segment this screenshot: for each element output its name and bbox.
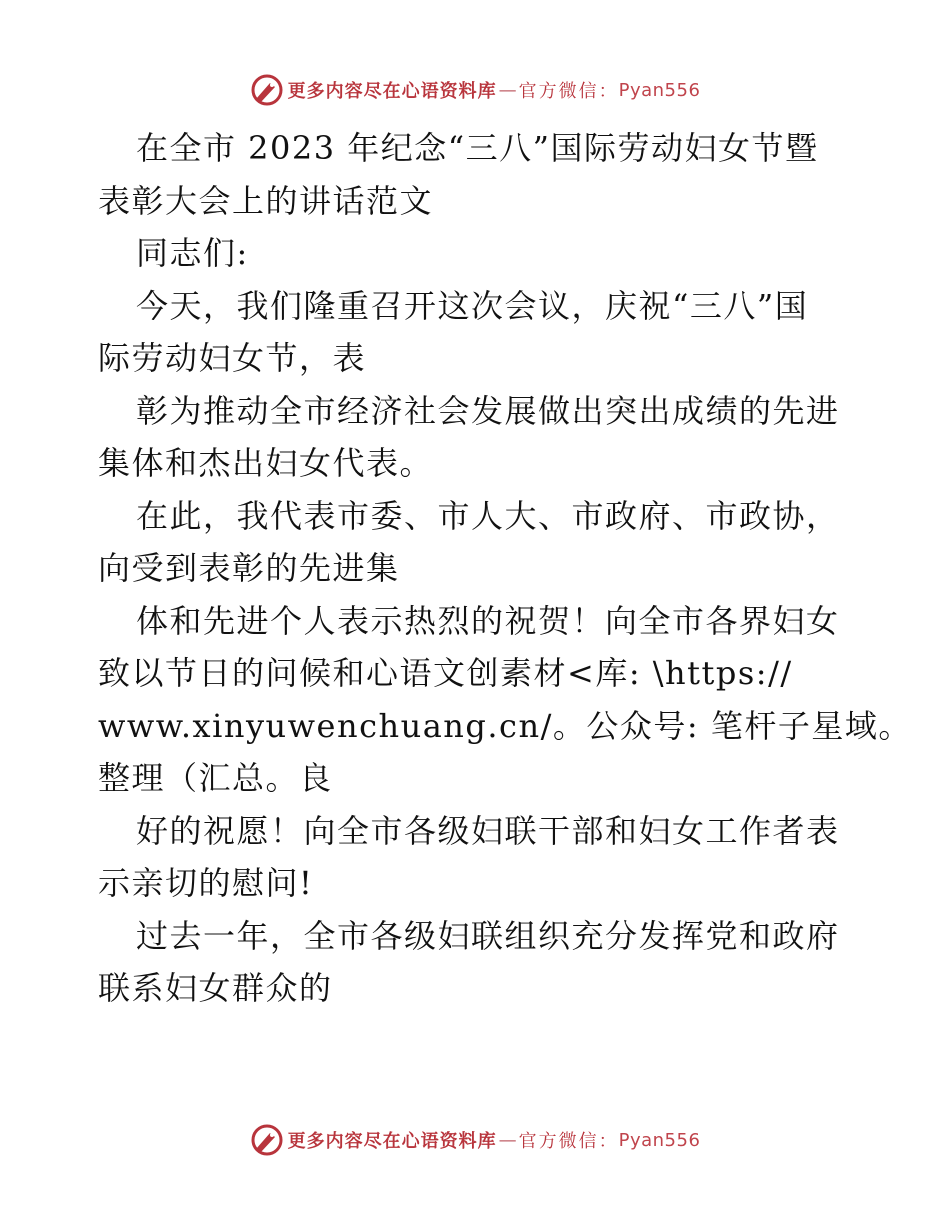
text-line: 致以节日的问候和心语文创素材<库: \https://: [98, 654, 793, 692]
wechat-label: 官方微信：: [518, 1131, 619, 1152]
text-line: 示亲切的慰问!: [98, 864, 314, 902]
text-line: 向受到表彰的先进集: [98, 549, 400, 587]
banner-separator: —: [498, 1129, 517, 1151]
text-line: 集体和杰出妇女代表。: [98, 444, 434, 482]
footer-banner: [0, 1120, 950, 1160]
brand-text: 更多内容尽在心语资料库: [287, 81, 497, 102]
brand-text: 更多内容尽在心语资料库: [287, 1131, 497, 1152]
text-line: 同志们:: [136, 234, 249, 272]
pen-nib-logo-icon: [250, 73, 284, 107]
text-line: 彰为推动全市经济社会发展做出突出成绩的先进: [136, 391, 840, 430]
banner-separator: —: [498, 79, 517, 101]
text-line: 过去一年，全市各级妇联组织充分发挥党和政府: [136, 916, 840, 955]
wechat-account: Pyan556: [618, 79, 701, 101]
text-line: 联系妇女群众的: [98, 969, 333, 1007]
text-line: 在全市 2023 年纪念“三八”国际劳动妇女节暨: [136, 129, 819, 167]
text-line: 体和先进个人表示热烈的祝贺！向全市各界妇女: [136, 601, 840, 640]
document-body: [98, 122, 912, 1015]
text-line: 际劳动妇女节，表: [98, 339, 367, 377]
text-line: 今天，我们隆重召开这次会议，庆祝“三八”国: [136, 286, 809, 325]
text-line: 好的祝愿！向全市各级妇联干部和妇女工作者表: [136, 811, 840, 850]
text-line: 整理（汇总。良: [98, 759, 333, 797]
header-banner: [0, 70, 950, 110]
text-line: 表彰大会上的讲话范文: [98, 181, 434, 220]
text-line: 在此，我代表市委、市人大、市政府、市政协，: [136, 496, 840, 535]
wechat-account: Pyan556: [618, 1129, 701, 1151]
pen-nib-logo-icon: [250, 1123, 284, 1157]
wechat-label: 官方微信：: [518, 81, 619, 102]
text-line: www.xinyuwenchuang.cn/。公众号: 笔杆子星域。: [98, 706, 912, 745]
